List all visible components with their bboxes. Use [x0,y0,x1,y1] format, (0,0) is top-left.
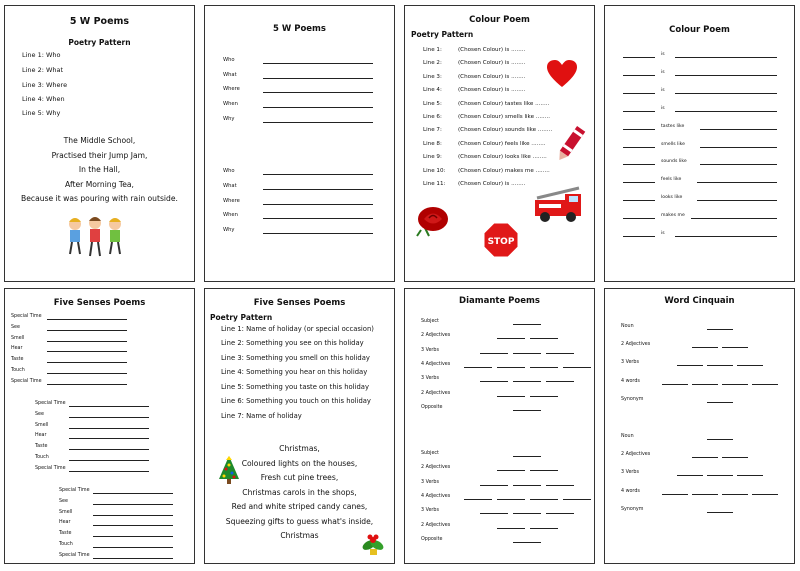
write-line[interactable] [623,93,655,94]
colour-word: is [661,52,665,57]
field-label: What [223,72,237,78]
colour-word: tastes like [661,123,685,129]
field-label: 3 Verbs [421,347,439,353]
write-line[interactable] [497,470,525,471]
write-line[interactable] [707,512,733,513]
card-title: Five Senses Poems [53,298,146,308]
field-label: Where [223,198,240,204]
field-label: 4 words [621,488,640,494]
write-line[interactable] [47,319,127,320]
pattern-line: (Chosen Colour) is ........ [458,181,526,187]
write-line[interactable] [497,396,525,397]
pattern-line: (Chosen Colour) tastes like ........ [458,100,550,107]
write-line[interactable] [697,182,777,183]
write-line[interactable] [93,504,173,505]
write-line[interactable] [722,384,748,385]
field-label: See [35,411,44,417]
card-subtitle: Poetry Pattern [210,313,273,322]
write-line[interactable] [513,542,541,543]
poem-line: Christmas [280,531,319,540]
poem-line: Red and white striped candy canes, [231,502,368,511]
write-line[interactable] [530,367,558,368]
write-line[interactable] [623,147,655,148]
pattern-line: (Chosen Colour) makes me ........ [458,167,550,174]
colour-word: makes me [661,213,685,219]
pattern-line: (Chosen Colour) looks like ........ [458,154,547,161]
stop-sign-text: STOP [487,237,515,247]
write-line[interactable] [497,367,525,368]
field-label: Opposite [421,404,443,410]
card-subtitle: Poetry Pattern [411,30,474,39]
write-line[interactable] [497,499,525,500]
holly-icon [361,531,385,557]
field-label: 2 Adjectives [621,452,651,458]
line-number: Line 10: [423,167,446,174]
write-line[interactable] [530,470,558,471]
field-label: 3 Verbs [421,479,439,485]
write-line[interactable] [546,485,574,486]
write-line[interactable] [692,494,718,495]
write-line[interactable] [707,365,733,366]
write-line[interactable] [737,475,763,476]
pattern-line: (Chosen Colour) feels like ........ [458,140,546,147]
write-line[interactable] [691,218,777,219]
poem-line: Fresh cut pine trees, [260,473,339,482]
colour-word: looks like [661,195,683,201]
stop-sign-icon [483,222,519,258]
card-diamante-template [404,288,595,564]
poem-line: Practised their Jump Jam, [51,150,148,160]
line-number: Line 9: [423,154,442,161]
field-label: Taste [35,444,48,450]
card-subtitle: Poetry Pattern [68,38,131,47]
write-line[interactable] [697,200,777,201]
card-5w-pattern [4,5,195,282]
write-line[interactable] [47,373,127,374]
write-line[interactable] [480,353,508,354]
field-label: Smell [11,335,25,341]
pattern-line: Line 5: Something you taste on this holiday [221,383,369,391]
colour-word: sounds like [661,159,687,165]
field-label: 2 Adjectives [421,390,451,396]
poem-line: Because it was pouring with rain outside. [21,194,178,203]
write-line[interactable] [662,494,688,495]
write-line[interactable] [464,499,492,500]
pattern-line: Line 3: Where [22,81,68,89]
write-line[interactable] [480,381,508,382]
example-poem [5,134,194,207]
card-senses-pattern [204,288,395,564]
field-label: Noun [621,324,634,329]
write-line[interactable] [546,513,574,514]
pattern-line: (Chosen Colour) is ........ [458,87,526,94]
write-line[interactable] [546,353,574,354]
field-label: Who [223,57,235,63]
write-line[interactable] [692,457,718,458]
field-label: What [223,183,237,189]
colour-word: is [661,231,665,236]
poem-line: In the Hall, [78,165,121,174]
write-line[interactable] [662,384,688,385]
pattern-line: Line 6: Something you touch on this holiday [221,397,371,405]
pattern-line: (Chosen Colour) is ........ [458,60,526,67]
field-label: When [223,212,238,218]
write-line[interactable] [623,236,655,237]
write-line[interactable] [263,122,373,123]
rose-icon [415,204,451,238]
write-line[interactable] [69,460,149,461]
pattern-line: (Chosen Colour) smells like ........ [458,114,551,120]
pattern-line: Line 3: Something you smell on this holiday [221,354,370,362]
write-line[interactable] [69,471,149,472]
write-line[interactable] [513,324,541,325]
write-line[interactable] [513,456,541,457]
field-label: Special Time [35,465,66,471]
line-number: Line 6: [423,114,442,120]
field-label: Synonym [621,506,644,512]
write-line[interactable] [623,129,655,130]
write-line[interactable] [47,384,127,385]
field-label: 2 Adjectives [421,333,451,339]
write-line[interactable] [513,485,541,486]
fire-engine-icon [531,186,587,224]
write-line[interactable] [69,428,149,429]
write-line[interactable] [93,493,173,494]
write-line[interactable] [263,204,373,205]
field-label: Special Time [35,401,66,406]
christmas-tree-icon [217,455,241,485]
write-line[interactable] [675,75,777,76]
write-line[interactable] [623,200,655,201]
write-line[interactable] [47,351,127,352]
write-line[interactable] [93,558,173,559]
field-label: Hear [11,346,23,352]
field-label: 2 Adjectives [421,465,451,471]
write-line[interactable] [692,384,718,385]
write-line[interactable] [692,347,718,348]
field-label: When [223,101,238,107]
write-line[interactable] [69,417,149,418]
write-line[interactable] [513,410,541,411]
field-label: Hear [59,520,71,526]
field-label: 3 Verbs [621,470,639,476]
field-label: Touch [35,455,49,460]
write-line[interactable] [546,381,574,382]
write-line[interactable] [722,347,748,348]
write-line[interactable] [93,515,173,516]
write-line[interactable] [675,236,777,237]
write-line[interactable] [752,494,778,495]
card-title: Colour Poem [469,15,530,25]
field-label: Why [223,116,235,122]
write-line[interactable] [675,111,777,112]
line-number: Line 5: [423,100,442,107]
write-line[interactable] [93,536,173,537]
write-line[interactable] [497,338,525,339]
write-line[interactable] [530,338,558,339]
write-line[interactable] [623,111,655,112]
write-line[interactable] [480,485,508,486]
line-number: Line 8: [423,140,442,147]
field-label: 3 Verbs [421,376,439,382]
field-label: Taste [11,357,24,363]
card-cinquain-template [604,288,795,564]
colour-word: is [661,105,665,111]
pattern-line: Line 1: Name of holiday (or special occasion) [221,325,374,333]
poem-line: The Middle School, [63,136,136,145]
field-label: Opposite [421,536,443,542]
field-label: 3 Verbs [421,508,439,514]
card-title: Word Cinquain [664,296,735,306]
field-label: Smell [59,509,73,515]
write-line[interactable] [563,499,591,500]
write-line[interactable] [563,367,591,368]
write-line[interactable] [707,329,733,330]
poem-line: Christmas carols in the shops, [242,487,357,497]
write-line[interactable] [69,438,149,439]
write-line[interactable] [623,75,655,76]
write-line[interactable] [623,182,655,183]
field-label: 2 Adjectives [421,522,451,528]
line-number: Line 3: [423,73,442,80]
write-line[interactable] [513,513,541,514]
pattern-line: Line 1: Who [22,51,61,59]
field-label: Touch [11,368,25,373]
write-line[interactable] [93,525,173,526]
poem-line: Christmas, [279,444,320,453]
field-label: Who [223,168,235,174]
pattern-line: Line 5: Why [22,109,61,117]
card-title: Five Senses Poems [253,298,346,308]
write-line[interactable] [513,381,541,382]
pattern-line: (Chosen Colour) is ........ [458,73,526,80]
field-label: See [11,324,20,330]
write-line[interactable] [47,341,127,342]
write-line[interactable] [530,528,558,529]
write-line[interactable] [737,365,763,366]
field-label: Smell [35,422,49,428]
write-line[interactable] [707,402,733,403]
write-line[interactable] [263,189,373,190]
write-line[interactable] [707,439,733,440]
children-clipart-icon [65,214,127,260]
write-line[interactable] [263,92,373,93]
write-line[interactable] [69,449,149,450]
write-line[interactable] [700,147,777,148]
field-label: See [59,498,68,504]
pattern-line: (Chosen Colour) sounds like ........ [458,127,553,134]
write-line[interactable] [497,528,525,529]
field-label: Special Time [59,488,90,493]
write-line[interactable] [93,547,173,548]
colour-word: is [661,69,665,75]
field-label: 4 words [621,378,640,384]
write-line[interactable] [69,406,149,407]
field-label: Special Time [11,378,42,384]
write-line[interactable] [623,164,655,165]
field-label: Synonym [621,396,644,402]
colour-word: feels like [661,177,682,183]
line-number: Line 7: [423,127,442,134]
card-title: Diamante Poems [459,296,540,306]
write-line[interactable] [464,367,492,368]
pattern-line: Line 2: Something you see on this holiday [221,339,364,347]
colour-word: smells like [661,141,685,147]
field-label: Subject [421,451,439,456]
pattern-line: Line 2: What [22,66,64,74]
line-number: Line 4: [423,87,442,94]
write-line[interactable] [47,330,127,331]
field-label: Taste [59,531,72,537]
write-line[interactable] [677,475,703,476]
write-line[interactable] [263,78,373,79]
write-line[interactable] [47,362,127,363]
write-line[interactable] [677,365,703,366]
write-line[interactable] [263,174,373,175]
write-line[interactable] [752,384,778,385]
poem-line: Squeezing gifts to guess what's inside, [225,516,374,526]
card-title: 5 W Poems [273,24,326,34]
write-line[interactable] [675,93,777,94]
crayon-icon [559,122,585,162]
write-line[interactable] [722,494,748,495]
field-label: Why [223,227,235,233]
field-label: 2 Adjectives [621,342,651,348]
line-number: Line 2: [423,60,442,67]
card-colour-template [604,5,795,282]
write-line[interactable] [263,218,373,219]
pattern-line: (Chosen Colour) is ........ [458,47,526,53]
colour-word: is [661,87,665,93]
write-line[interactable] [623,218,655,219]
pattern-line: Line 7: Name of holiday [221,412,302,420]
write-line[interactable] [675,57,777,58]
field-label: 4 Adjectives [421,361,451,367]
field-label: Hear [35,433,47,439]
field-label: Special Time [11,314,42,319]
field-label: Touch [59,542,73,547]
card-senses-template [4,288,195,564]
write-line[interactable] [623,57,655,58]
field-label: Special Time [59,552,90,558]
heart-icon [547,60,577,88]
field-label: 3 Verbs [621,360,639,366]
write-line[interactable] [722,457,748,458]
field-label: Noun [621,434,634,439]
pattern-line: Line 4: Something you hear on this holiday [221,368,368,376]
write-line[interactable] [530,396,558,397]
line-number: Line 1: [423,47,442,53]
write-line[interactable] [530,499,558,500]
write-line[interactable] [513,353,541,354]
write-line[interactable] [700,164,777,165]
write-line[interactable] [700,129,777,130]
poem-line: After Morning Tea, [65,179,134,189]
write-line[interactable] [707,475,733,476]
card-colour-pattern [404,5,595,282]
pattern-line: Line 4: When [22,95,65,103]
card-title: Colour Poem [669,25,730,35]
field-label: Subject [421,319,439,324]
line-number: Line 11: [423,181,446,187]
field-label: 4 Adjectives [421,493,451,499]
write-line[interactable] [263,63,373,64]
write-line[interactable] [263,107,373,108]
poem-line: Coloured lights on the houses, [241,458,358,468]
card-title: 5 W Poems [69,16,130,27]
field-label: Where [223,86,240,92]
write-line[interactable] [263,233,373,234]
write-line[interactable] [480,513,508,514]
card-5w-template [204,5,395,282]
